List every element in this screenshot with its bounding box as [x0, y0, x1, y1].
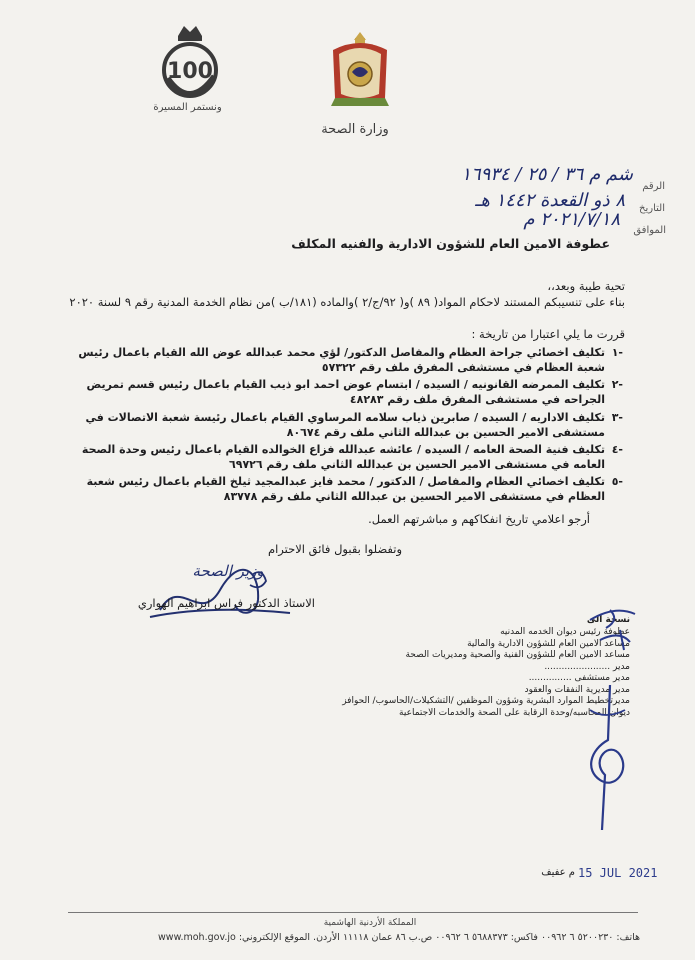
item-number: -٢ — [611, 378, 623, 391]
signatory-name: الاستاذ الدكتور فراس ابراهيم الهواري — [137, 596, 315, 610]
intro-paragraph: بناء على تنسيبكم المستند لاحكام المواد( ٨٩ )و( ٩٢/ج/٢ )والماده (١٨١/ب )من نظام الخدمة المدنية رقم ٩ لسنة ٢٠٢٠ — [69, 295, 625, 309]
date-value: ٨ ذو القعدة ١٤٤٢ هـ — [475, 190, 625, 211]
item-number: -٣ — [611, 411, 623, 424]
item-text: تكليف الاداريه / السيده / صابرين ذياب سلامه المرساوي القيام باعمال رئيسة شعبة الاتصالات في مستشفى الامير الحسين بن عبدالله الثاني ملف رقم ٨٠٦٧٤ — [85, 411, 605, 439]
coat-of-arms-icon — [325, 28, 395, 112]
closing-line: وتفضلوا بقبول فائق الاحترام — [267, 542, 403, 556]
list-item: مدير مديرية النفقات والعقود — [524, 684, 630, 695]
item-number: -٤ — [611, 443, 623, 456]
list-item — [60, 345, 623, 375]
item-text: تكليف اخصائي جراحة العظام والمفاصل الدكتور/ لؤي محمد عبدالله عوض الله القيام باعمال رئيس شعبة العظام في مستشفى المفرق ملف رقم ٥٧٣٢٢ — [78, 346, 605, 374]
item-text: تكليف الممرضه القانونيه / السيده / ابتسام عوض احمد ابو ذيب القيام باعمال رئيس قسم تمريض الجراحه في مستشفى المفرق ملف رقم ٤٨٢٨٣ — [86, 378, 605, 406]
handwritten-signature-icon — [570, 680, 645, 840]
item-text: تكليف فنية الصحة العامه / السيده / عائشه عبدالله فزاع الخوالده القيام باعمال رئيس وحدة الصحة العامه في مستشفى الامير الحسين بن عبدالله الثاني ملف رقم ٦٩٧٢٦ — [81, 443, 605, 471]
list-item — [60, 377, 623, 407]
decision-line: قررت ما يلي اعتبارا من تاريخة : — [471, 327, 625, 341]
list-item: مدير مستشفى ............... — [528, 673, 630, 683]
footer-contact — [60, 932, 640, 943]
copies-label: نسخة الى — [586, 615, 630, 625]
ref-value: شم م ٣٦ / ٢٥ / ١٦٩٣٤ — [461, 164, 633, 185]
date-label: التاريخ — [639, 203, 665, 214]
signature-icon — [140, 555, 300, 630]
footer-contact-text: هاتف: ٥٢٠٠٢٣٠ ٦ ٠٠٩٦٢ فاكس: ٥٦٨٨٣٧٣ ٦ ٠٠٩٦٢ ص.ب ٨٦ عمان ١١١١٨ الأردن. الموقع الإلكتروني: — [238, 932, 640, 943]
request-line: أرجو اعلامي تاريخ انفكاكهم و مباشرتهم العمل. — [368, 512, 590, 526]
list-item — [60, 410, 623, 440]
footer-divider — [68, 912, 638, 913]
list-item — [60, 442, 623, 472]
centenary-number: 100 — [167, 59, 213, 84]
received-stamp-date: 15 JUL 2021 — [578, 866, 658, 880]
list-item: ديوان المحاسبه/وحدة الرقابة على الصحة والخدمات الاجتماعية — [399, 707, 630, 718]
ref-label: الرقم — [642, 181, 665, 192]
list-item: مساعد الامين العام للشؤون الادارية والمالية — [467, 638, 630, 649]
item-number: -٥ — [611, 475, 623, 488]
corresponding-value: ٢٠٢١/٧/١٨ م — [523, 209, 620, 230]
signature-title-handwritten: وزير الصحة — [192, 562, 264, 580]
list-item — [60, 474, 623, 504]
list-item: مساعد الامين العام للشؤون الفنية والصحية ومديريات الصحة — [405, 650, 630, 660]
footer-kingdom: المملكة الأردنية الهاشمية — [323, 918, 417, 928]
item-number: -١ — [611, 346, 623, 359]
list-item: عطوفة رئيس ديوان الخدمه المدنيه — [500, 627, 630, 637]
item-text: تكليف اخصائي العظام والمفاصل / الدكتور / محمد فايز عبدالمجيد ثيلخ القيام باعمال رئيس شعبة العظام في مستشفى الامير الحسين بن عبدالله الثاني ملف رقم ٨٣٧٧٨ — [86, 475, 605, 503]
slogan: ونستمر المسيرة — [153, 102, 222, 113]
ministry-name: وزارة الصحة — [321, 122, 389, 137]
handwritten-mark-icon — [580, 600, 655, 660]
footer-website-link[interactable]: www.moh.gov.jo — [158, 932, 236, 943]
list-item: مديرتخطيط الموارد البشرية وشؤون الموظفين /التشكيلات/الحاسوب/ الحوافز — [342, 696, 630, 706]
list-item: مدير ....................... — [544, 661, 630, 672]
addressee: عطوفة الامين العام للشؤون الادارية والفنيه المكلف — [291, 236, 610, 251]
stamp-initials: م عفيف — [541, 867, 575, 878]
greeting: تحية طيبة وبعد،، — [547, 279, 625, 293]
corresponding-label: الموافق — [633, 225, 666, 236]
